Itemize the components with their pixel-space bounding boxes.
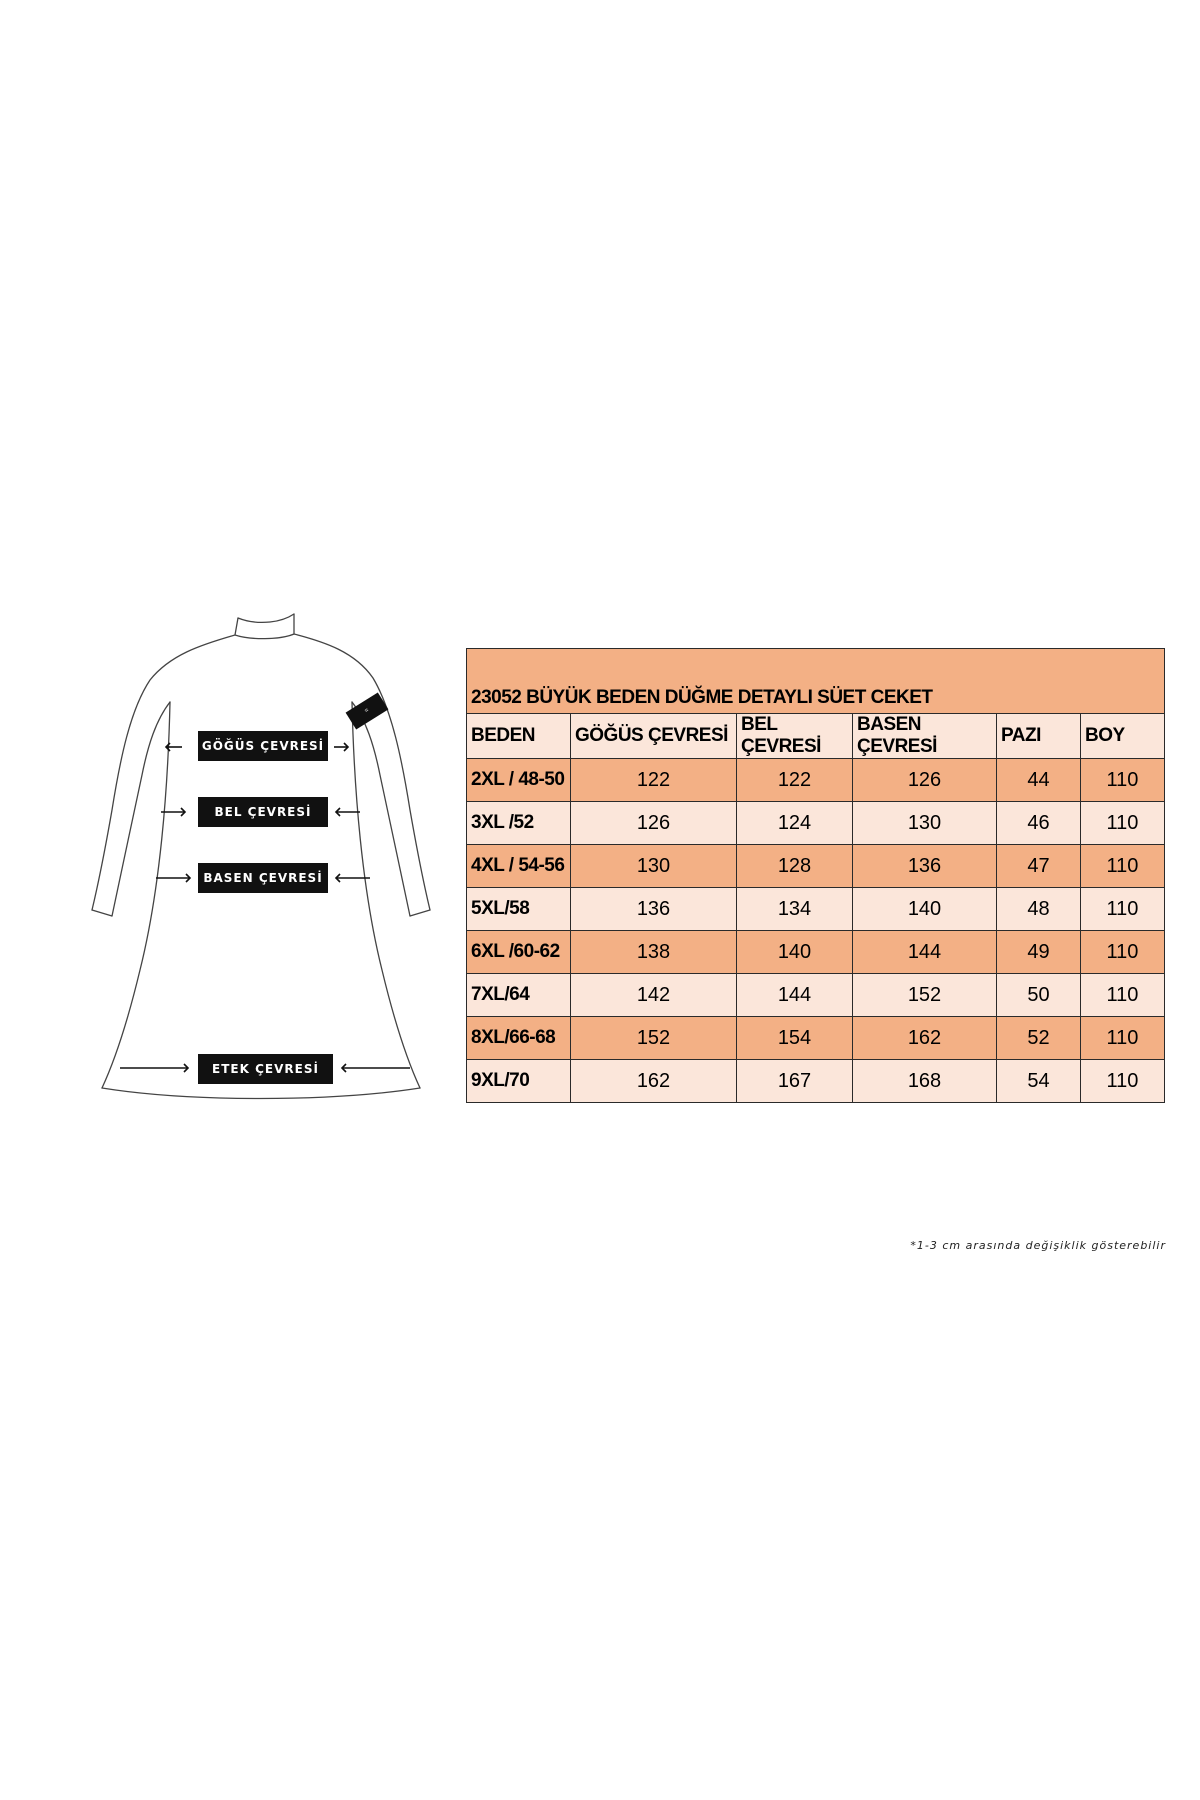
size-cell: 2XL / 48-50 xyxy=(467,759,571,802)
size-cell: 8XL/66-68 xyxy=(467,1017,571,1060)
table-row xyxy=(467,1017,1165,1060)
value-cell: 130 xyxy=(571,845,737,888)
value-cell: 140 xyxy=(853,888,997,931)
value-cell: 54 xyxy=(997,1060,1081,1103)
value-cell: 154 xyxy=(737,1017,853,1060)
value-cell: 49 xyxy=(997,931,1081,974)
size-cell: 4XL / 54-56 xyxy=(467,845,571,888)
value-cell: 122 xyxy=(737,759,853,802)
value-cell: 126 xyxy=(571,802,737,845)
size-cell: 6XL /60-62 xyxy=(467,931,571,974)
table-row xyxy=(467,759,1165,802)
header-gogus: GÖĞÜS ÇEVRESİ xyxy=(571,714,737,759)
garment-diagram xyxy=(70,610,450,1100)
header-beden: BEDEN xyxy=(467,714,571,759)
header-pazi: PAZI xyxy=(997,714,1081,759)
size-chart xyxy=(466,648,1164,1103)
hip-measure-label: BASEN ÇEVRESİ xyxy=(198,863,328,893)
value-cell: 52 xyxy=(997,1017,1081,1060)
value-cell: 110 xyxy=(1081,974,1165,1017)
value-cell: 140 xyxy=(737,931,853,974)
header-basen: BASEN ÇEVRESİ xyxy=(853,714,997,759)
value-cell: 168 xyxy=(853,1060,997,1103)
value-cell: 48 xyxy=(997,888,1081,931)
hem-measure-label: ETEK ÇEVRESİ xyxy=(198,1054,333,1084)
value-cell: 110 xyxy=(1081,759,1165,802)
value-cell: 144 xyxy=(737,974,853,1017)
table-row xyxy=(467,845,1165,888)
value-cell: 110 xyxy=(1081,845,1165,888)
value-cell: 110 xyxy=(1081,1060,1165,1103)
size-cell: 3XL /52 xyxy=(467,802,571,845)
value-cell: 144 xyxy=(853,931,997,974)
size-cell: 7XL/64 xyxy=(467,974,571,1017)
header-boy: BOY xyxy=(1081,714,1165,759)
size-cell: 9XL/70 xyxy=(467,1060,571,1103)
table-row xyxy=(467,974,1165,1017)
value-cell: 138 xyxy=(571,931,737,974)
value-cell: 110 xyxy=(1081,802,1165,845)
value-cell: 110 xyxy=(1081,1017,1165,1060)
garment-tag: ⌗ xyxy=(346,692,389,729)
size-cell: 5XL/58 xyxy=(467,888,571,931)
table-row xyxy=(467,1060,1165,1103)
value-cell: 50 xyxy=(997,974,1081,1017)
value-cell: 136 xyxy=(571,888,737,931)
value-cell: 110 xyxy=(1081,931,1165,974)
value-cell: 152 xyxy=(571,1017,737,1060)
value-cell: 126 xyxy=(853,759,997,802)
value-cell: 46 xyxy=(997,802,1081,845)
header-row xyxy=(467,714,1165,759)
value-cell: 134 xyxy=(737,888,853,931)
value-cell: 124 xyxy=(737,802,853,845)
size-table xyxy=(466,648,1165,1103)
measurement-note: *1-3 cm arasında değişiklik gösterebilir xyxy=(910,1239,1166,1252)
waist-measure-label: BEL ÇEVRESİ xyxy=(198,797,328,827)
chest-measure-label: GÖĞÜS ÇEVRESİ xyxy=(198,731,328,761)
value-cell: 44 xyxy=(997,759,1081,802)
table-row xyxy=(467,888,1165,931)
value-cell: 128 xyxy=(737,845,853,888)
value-cell: 152 xyxy=(853,974,997,1017)
table-row xyxy=(467,931,1165,974)
table-row xyxy=(467,802,1165,845)
value-cell: 110 xyxy=(1081,888,1165,931)
value-cell: 130 xyxy=(853,802,997,845)
value-cell: 142 xyxy=(571,974,737,1017)
size-chart-title: 23052 BÜYÜK BEDEN DÜĞME DETAYLI SÜET CEKET xyxy=(467,649,1165,714)
value-cell: 162 xyxy=(571,1060,737,1103)
garment-outline xyxy=(70,610,450,1100)
header-bel: BEL ÇEVRESİ xyxy=(737,714,853,759)
value-cell: 122 xyxy=(571,759,737,802)
value-cell: 167 xyxy=(737,1060,853,1103)
value-cell: 136 xyxy=(853,845,997,888)
value-cell: 47 xyxy=(997,845,1081,888)
value-cell: 162 xyxy=(853,1017,997,1060)
